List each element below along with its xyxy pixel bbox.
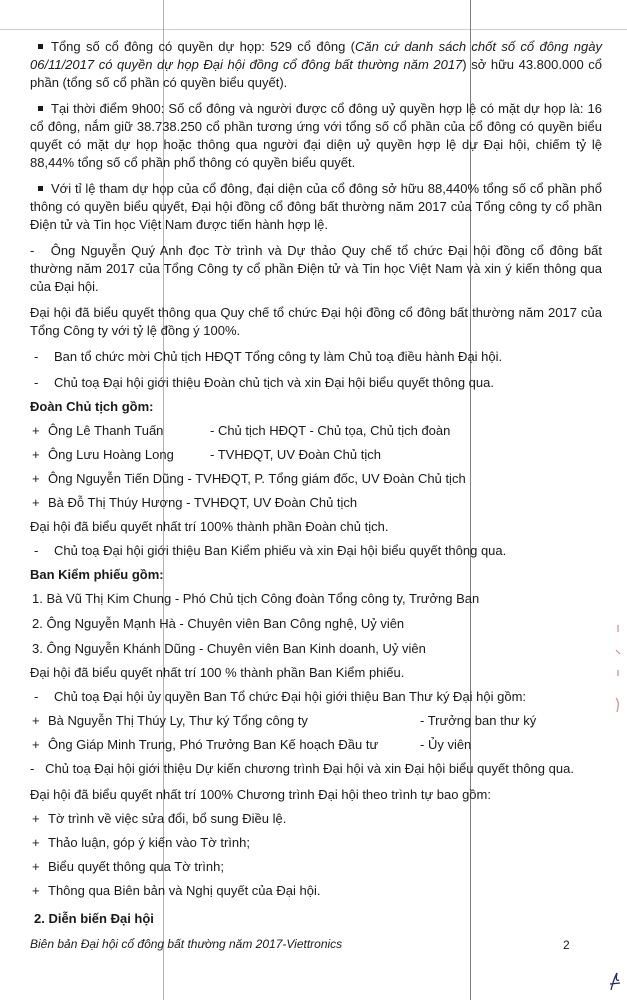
margin-stamp-marks	[612, 620, 624, 720]
square-bullet-icon	[38, 106, 43, 111]
paragraph-shareholders-total: Tổng số cổ đông có quyền dự họp: 529 cổ đông (Căn cứ danh sách chốt số cổ đông ngày 06/11/2017 có quyền dự họp Đại hội đồng cổ đông bất thường năm 2017) sở hữu 43.800.000 cổ phần (tổng số cổ phần có quyền biểu quyết).	[30, 39, 602, 90]
vote-counting-member: 2. Ông Nguyễn Mạnh Hà - Chuyên viên Ban Công nghệ, Uỷ viên	[32, 616, 405, 631]
presidium-member: + Ông Lưu Hoàng Long - TVHĐQT, UV Đoàn Chủ tịch	[32, 447, 381, 462]
square-bullet-icon	[38, 186, 43, 191]
paragraph-presidium-approved: Đại hội đã biểu quyết nhất trí 100% thành phần Đoàn chủ tịch.	[30, 519, 389, 534]
presidium-member: + Ông Nguyễn Tiến Dũng - TVHĐQT, P. Tổng giám đốc, UV Đoàn Chủ tịch	[32, 471, 466, 486]
initial-signature-icon	[608, 970, 622, 992]
agenda-item: + Thảo luận, góp ý kiến vào Tờ trình;	[32, 835, 250, 850]
dash-marker: -	[30, 243, 51, 258]
list-item-dash: - Chủ toạ Đại hội giới thiệu Dự kiến chương trình Đại hội và xin Đại hội biểu quyết thông qua.	[30, 761, 574, 776]
paragraph-attendance: Tại thời điểm 9h00: Số cổ đông và người được cổ đông uỷ quyền hợp lệ có mặt dự họp là: 16 cổ đông, nắm giữ 38.738.250 cổ phần tương ứng với tổng số cổ phần của cổ đông có quyền biểu quyết có mặt dự họp hoặc thông qua người đại diện uỷ quyền hợp lệ dự Đại hội, chiếm tỷ lệ 88,44% tổng số cổ phần phổ thông có quyền biểu quyết.	[30, 101, 602, 170]
page-number: 2	[563, 938, 570, 952]
vote-counting-list	[30, 590, 602, 658]
square-bullet-icon	[38, 44, 43, 49]
heading-presidium: Đoàn Chủ tịch gồm:	[30, 399, 154, 414]
paragraph-validity: Với tỉ lệ tham dự họp của cổ đông, đại diện của cổ đông sở hữu 88,440% tổng số cổ phần phổ thông có quyền biểu quyết, Đại hội đồng cổ đông bất thường năm 2017 của Tổng công ty cổ phần Điện tử và Tin học Việt Nam được tiến hành hợp lệ.	[30, 181, 602, 232]
paragraph-regulation-reading: - Ông Nguyễn Quý Anh đọc Tờ trình và Dự thảo Quy chế tổ chức Đại hội đồng cổ đông bất thường năm 2017 của Tổng Công ty cổ phần Điện tử và Tin học Việt Nam và xin ý kiến thông qua của Đại hội.	[30, 243, 602, 294]
presidium-member: + Ông Lê Thanh Tuấn - Chủ tịch HĐQT - Chủ tọa, Chủ tịch đoàn	[32, 423, 451, 438]
secretariat-member: + Bà Nguyễn Thị Thúy Ly, Thư ký Tổng công ty - Trưởng ban thư ký	[32, 713, 537, 728]
presidium-list	[30, 422, 602, 512]
list-item-dash: - Chủ toạ Đại hội giới thiệu Ban Kiểm phiếu và xin Đại hội biểu quyết thông qua.	[34, 543, 507, 558]
secretariat-member: + Ông Giáp Minh Trung, Phó Trưởng Ban Kế hoạch Đầu tư - Ủy viên	[32, 737, 472, 752]
list-item-dash: - Chủ toạ Đại hội giới thiệu Đoàn chủ tịch và xin Đại hội biểu quyết thông qua.	[34, 375, 494, 390]
document-body	[30, 38, 602, 928]
agenda-item: + Biểu quyết thông qua Tờ trình;	[32, 859, 224, 874]
heading-vote-counting: Ban Kiểm phiếu gồm:	[30, 567, 164, 582]
paragraph-regulation-approved: Đại hội đã biểu quyết thông qua Quy chế tổ chức Đại hội đồng cổ đông bất thường năm 2017 của Tổng Công ty với tỷ lệ đồng ý 100%.	[30, 305, 602, 338]
heading-section-2: 2. Diễn biến Đại hội	[34, 911, 154, 926]
scan-crease-horizontal	[0, 29, 627, 30]
list-item-dash: - Ban tổ chức mời Chủ tịch HĐQT Tổng công ty làm Chủ toạ điều hành Đại hội.	[34, 349, 503, 364]
list-item-dash: - Chủ toạ Đại hội ủy quyền Ban Tổ chức Đại hội giới thiệu Ban Thư ký Đại hội gồm:	[34, 689, 527, 704]
agenda-list	[30, 810, 602, 900]
vote-counting-member: 1. Bà Vũ Thị Kim Chung - Phó Chủ tịch Công đoàn Tổng công ty, Trưởng Ban	[32, 591, 480, 606]
paragraph-vote-counting-approved: Đại hội đã biểu quyết nhất trí 100 % thành phần Ban Kiểm phiếu.	[30, 665, 405, 680]
vote-counting-member: 3. Ông Nguyễn Khánh Dũng - Chuyên viên Ban Kinh doanh, Uỷ viên	[32, 641, 426, 656]
agenda-item: + Thông qua Biên bản và Nghị quyết của Đại hội.	[32, 883, 321, 898]
paragraph-agenda-approved: Đại hội đã biểu quyết nhất trí 100% Chương trình Đại hội theo trình tự bao gồm:	[30, 787, 491, 802]
footer-title: Biên bản Đại hội cổ đông bất thường năm 2017-Viettronics	[30, 937, 343, 951]
presidium-member: + Bà Đỗ Thị Thúy Hương - TVHĐQT, UV Đoàn Chủ tịch	[32, 495, 358, 510]
secretariat-list	[30, 712, 602, 754]
agenda-item: + Tờ trình về việc sửa đổi, bổ sung Điều lệ.	[32, 811, 287, 826]
